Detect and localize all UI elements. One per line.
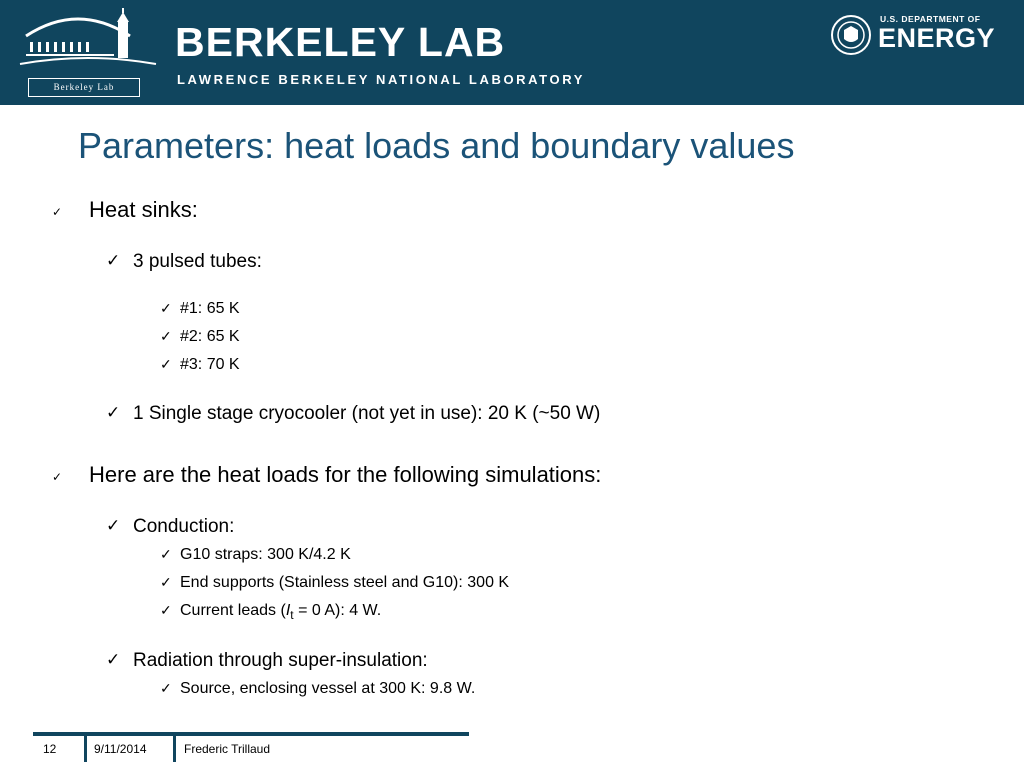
current-leads-prefix: Current leads ( — [180, 602, 286, 619]
bullet-source-vessel: Source, enclosing vessel at 300 K: 9.8 W. — [180, 680, 476, 697]
check-icon: ✓ — [106, 516, 121, 535]
check-icon: ✓ — [106, 403, 121, 422]
check-icon: ✓ — [52, 470, 63, 484]
footer-rule — [33, 732, 469, 736]
bullet-tube-2: #2: 65 K — [180, 328, 240, 345]
bullet-conduction: Conduction: — [133, 516, 235, 537]
page-number: 12 — [43, 742, 57, 756]
bullet-heat-loads: Here are the heat loads for the following simulations: — [89, 462, 602, 487]
current-symbol: I — [285, 602, 291, 619]
current-leads-suffix: = 0 A): 4 W. — [293, 602, 382, 619]
bullet-g10-straps: G10 straps: 300 K/4.2 K — [180, 546, 351, 563]
bullet-tube-1: #1: 65 K — [180, 300, 240, 317]
footer-date: 9/11/2014 — [94, 742, 147, 756]
check-icon: ✓ — [160, 680, 172, 696]
bullet-pulsed-tubes: 3 pulsed tubes: — [133, 251, 262, 272]
footer-author: Frederic Trillaud — [184, 742, 271, 756]
berkeley-lab-logo — [18, 8, 158, 94]
doe-seal-icon — [830, 14, 872, 56]
campanile-logo-icon — [18, 8, 158, 78]
bullet-cryocooler: 1 Single stage cryocooler (not yet in use): 20 K (~50 W) — [133, 403, 601, 424]
doe-logo — [830, 12, 1010, 58]
footer-divider — [173, 736, 176, 762]
brand-title: BERKELEY LAB — [175, 19, 506, 65]
check-icon: ✓ — [160, 546, 172, 562]
current-subscript: t — [290, 608, 294, 623]
bullet-radiation: Radiation through super-insulation: — [133, 650, 428, 671]
check-icon: ✓ — [160, 300, 172, 316]
bullet-end-supports: End supports (Stainless steel and G10): 300 K — [180, 574, 510, 591]
logo-wordmark: Berkeley Lab — [28, 78, 140, 97]
brand-subtitle: LAWRENCE BERKELEY NATIONAL LABORATORY — [177, 72, 585, 87]
bullet-heat-sinks: Heat sinks: — [89, 197, 198, 222]
check-icon: ✓ — [160, 602, 172, 618]
bullet-tube-3: #3: 70 K — [180, 356, 240, 373]
check-icon: ✓ — [52, 205, 63, 219]
footer-divider — [84, 736, 87, 762]
check-icon: ✓ — [106, 650, 121, 669]
check-icon: ✓ — [160, 574, 172, 590]
check-icon: ✓ — [160, 356, 172, 372]
slide-title: Parameters: heat loads and boundary values — [78, 125, 795, 166]
check-icon: ✓ — [106, 251, 121, 270]
doe-label: U.S. DEPARTMENT OF — [880, 14, 981, 24]
header-banner — [0, 0, 1024, 105]
doe-wordmark: ENERGY — [878, 23, 996, 53]
check-icon: ✓ — [160, 328, 172, 344]
bullet-current-leads — [180, 601, 381, 625]
